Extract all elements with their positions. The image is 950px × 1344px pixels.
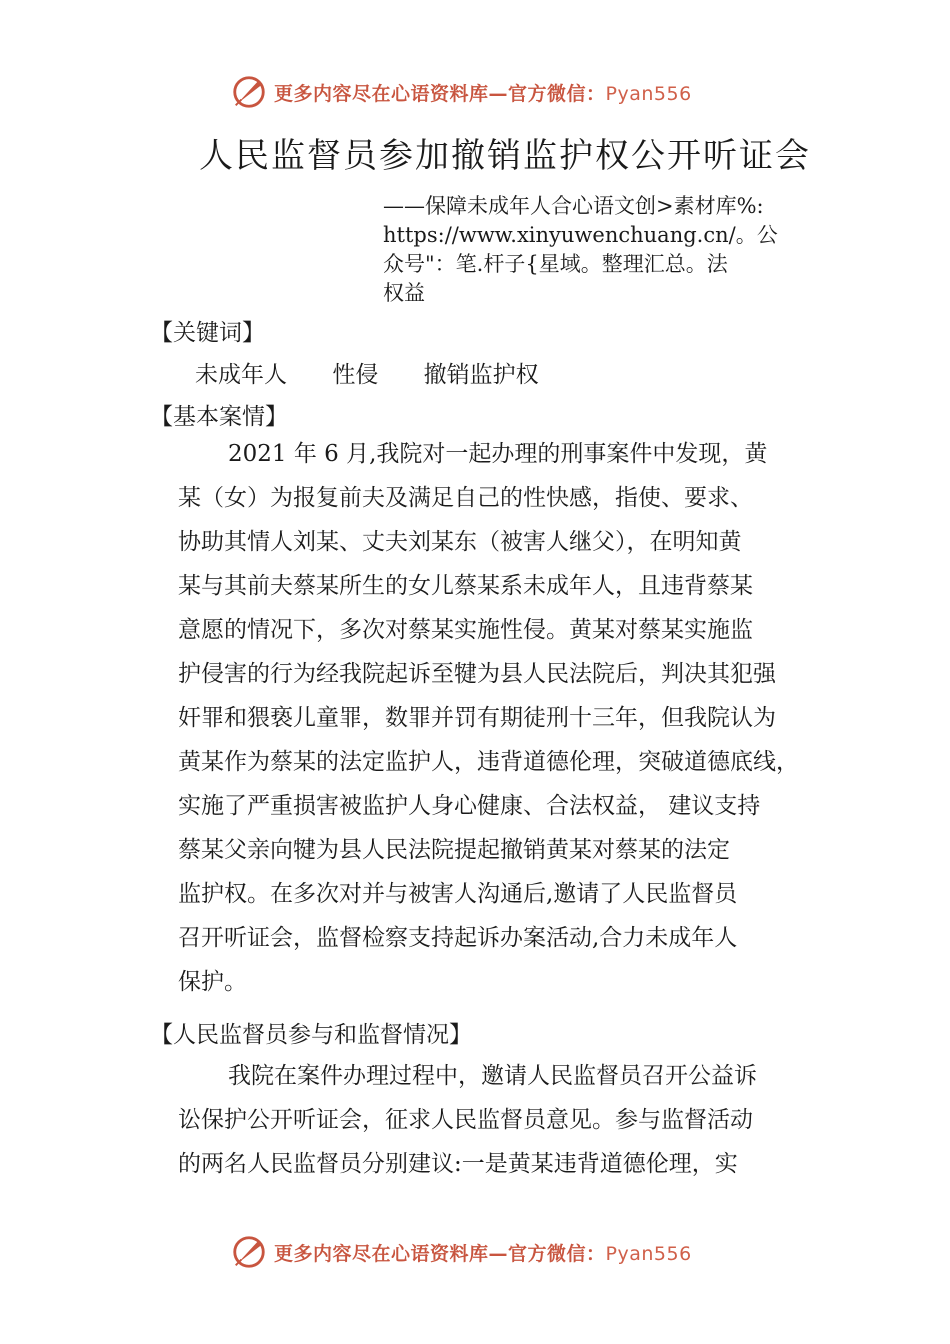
case-heading: 【基本案情】	[150, 404, 288, 430]
banner-text: 更多内容尽在心语资料库—官方微信：Pyan556	[274, 1242, 692, 1265]
subtitle-line: 权益	[383, 281, 425, 305]
supervision-line: 我院在案件办理过程中，邀请人民监督员召开公益诉	[228, 1063, 757, 1089]
supervision-line: 讼保护公开听证会，征求人民监督员意见。参与监督活动	[178, 1107, 753, 1133]
quill-logo-icon	[230, 73, 268, 111]
keyword-item: 撤销监护权	[423, 362, 539, 388]
document-subtitle	[383, 192, 843, 308]
case-line: 黄某作为蔡某的法定监护人，违背道德伦理，突破道德底线，	[178, 749, 799, 775]
banner-text: 更多内容尽在心语资料库—官方微信：Pyan556	[274, 82, 692, 105]
quill-logo-icon	[230, 1233, 268, 1271]
subtitle-line: 众号"：笔.杆子{星域。整理汇总。法	[383, 252, 728, 276]
case-paragraph	[178, 432, 799, 1004]
keywords-heading: 【关键词】	[150, 320, 265, 346]
subtitle-line: ——保障未成年人合心语文创>素材库%:	[383, 194, 764, 218]
subtitle-line: https://www.xinyuwenchuang.cn/。公	[383, 223, 778, 247]
case-line: 召开听证会，监督检察支持起诉办案活动,合力未成年人	[178, 925, 738, 951]
case-line: 监护权。在多次对并与被害人沟通后,邀请了人民监督员	[178, 881, 738, 907]
supervision-line: 的两名人民监督员分别建议:一是黄某违背道德伦理，实	[178, 1151, 738, 1177]
case-line: 协助其情人刘某、丈夫刘某东（被害人继父），在明知黄	[178, 529, 742, 555]
footer-banner	[230, 1232, 692, 1272]
header-banner	[230, 72, 692, 112]
supervision-heading: 【人民监督员参与和监督情况】	[150, 1022, 472, 1048]
case-line: 蔡某父亲向犍为县人民法院提起撤销黄某对蔡某的法定	[178, 837, 730, 863]
case-line: 保护。	[178, 969, 247, 995]
keyword-item: 性侵	[332, 362, 379, 388]
keywords-list	[195, 356, 577, 389]
case-line: 实施了严重损害被监护人身心健康、合法权益， 建议支持	[178, 793, 761, 819]
case-line: 奸罪和猥亵儿童罪，数罪并罚有期徒刑十三年，但我院认为	[178, 705, 776, 731]
case-line: 某（女）为报复前夫及满足自己的性快感，指使、要求、	[178, 485, 753, 511]
document-title: 人民监督员参加撤销监护权公开听证会	[199, 136, 811, 176]
case-line: 2021 年 6 月,我院对一起办理的刑事案件中发现，黄	[228, 441, 768, 467]
case-line: 护侵害的行为经我院起诉至犍为县人民法院后，判决其犯强	[178, 661, 776, 687]
case-line: 某与其前夫蔡某所生的女儿蔡某系未成年人，且违背蔡某	[178, 573, 753, 599]
keyword-item: 未成年人	[195, 362, 287, 388]
case-line: 意愿的情况下，多次对蔡某实施性侵。黄某对蔡某实施监	[178, 617, 753, 643]
supervision-paragraph	[178, 1054, 757, 1186]
